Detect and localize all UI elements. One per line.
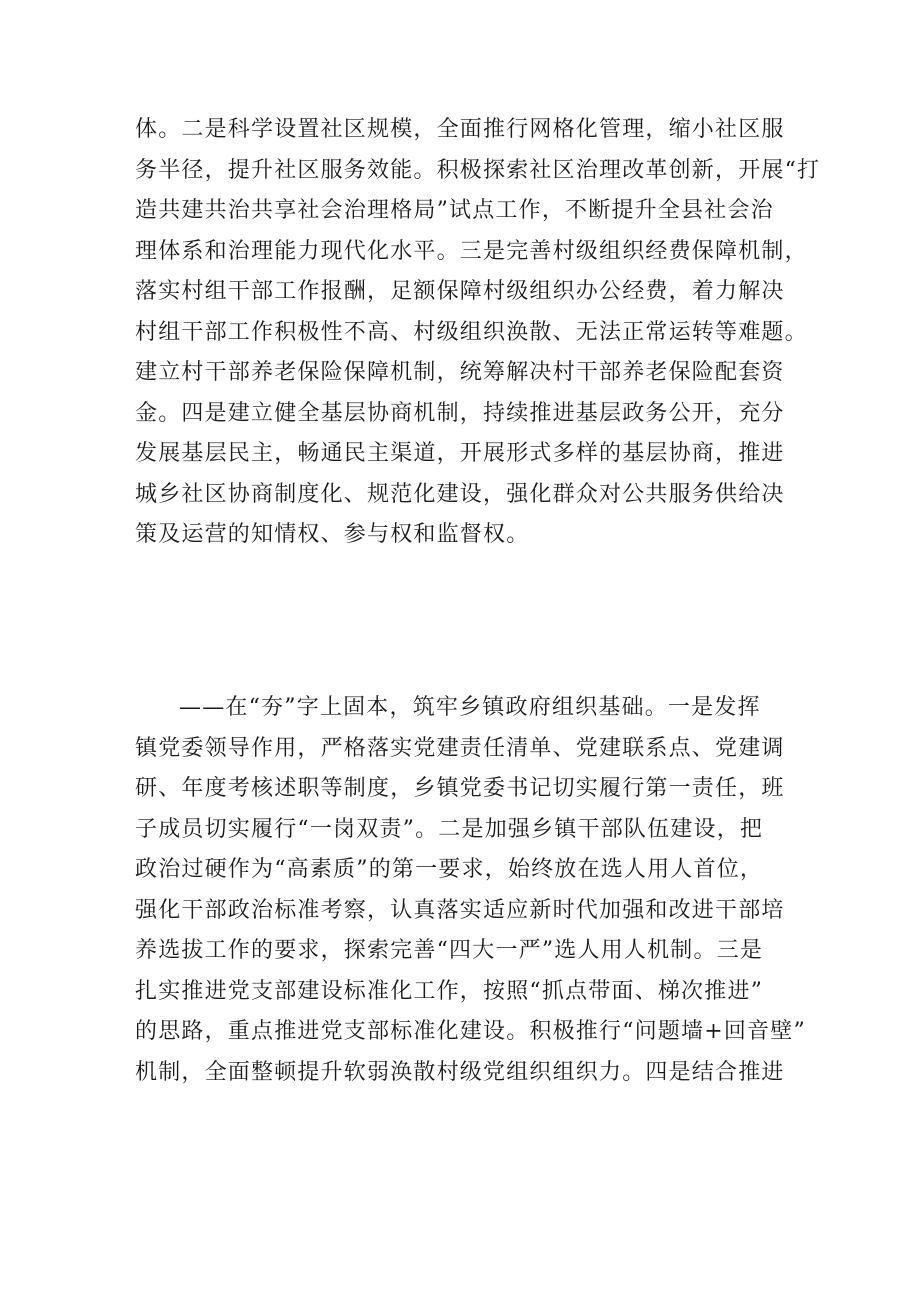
text-line: 理体系和治理能力现代化水平。三是完善村级组织经费保障机制， [135,238,808,264]
text-line: 造共建共治共享社会治理格局”试点工作，不断提升全县社会治 [135,198,774,223]
text-line: 建立村干部养老保险保障机制，统筹解决村干部养老保险配套资 [135,360,785,385]
text-line: 的思路，重点推进党支部标准化建设。积极推行“问题墙+回音壁” [135,1019,806,1044]
body-paragraph [135,688,806,1093]
text-line: ——在“夯”字上固本，筑牢乡镇政府组织基础。一是发挥 [179,695,761,720]
text-line: 机制，全面整顿提升软弱涣散村级党组织组织力。四是结合推进 [135,1059,785,1085]
text-line: 务半径，提升社区服务效能。积极探索社区治理改革创新，开展“打 [135,157,821,183]
text-line: 镇党委领导作用，严格落实党建责任清单、党建联系点、党建调 [135,735,785,761]
text-line: 政治过硬作为“高素质”的第一要求，始终放在选人用人首位， [135,857,764,882]
text-line: 策及运营的知情权、参与权和监督权。 [135,522,530,547]
text-line: 村组干部工作积极性不高、村级组织涣散、无法正常运转等难题。 [135,319,808,345]
text-line: 金。四是建立健全基层协商机制，持续推进基层政务公开，充分 [135,400,785,426]
text-line: 扎实推进党支部建设标准化工作，按照“抓点带面、梯次推进” [135,978,764,1004]
text-line: 落实村组干部工作报酬，足额保障村级组织办公经费，着力解决 [135,279,785,304]
text-line: 发展基层民主，畅通民主渠道，开展形式多样的基层协商，推进 [135,441,785,466]
text-line: 研、年度考核述职等制度，乡镇党委书记切实履行第一责任，班 [135,776,785,801]
text-line: 强化干部政治标准考察，认真落实适应新时代加强和改进干部培 [135,897,785,923]
body-paragraph [135,110,821,556]
text-line: 养选拔工作的要求，探索完善“四大一严”选人用人机制。三是 [135,938,764,963]
text-line: 子成员切实履行“一岗双责”。二是加强乡镇干部队伍建设，把 [135,816,764,842]
text-line: 城乡社区协商制度化、规范化建设，强化群众对公共服务供给决 [135,481,785,507]
text-line: 体。二是科学设置社区规模，全面推行网格化管理，缩小社区服 [135,117,785,142]
